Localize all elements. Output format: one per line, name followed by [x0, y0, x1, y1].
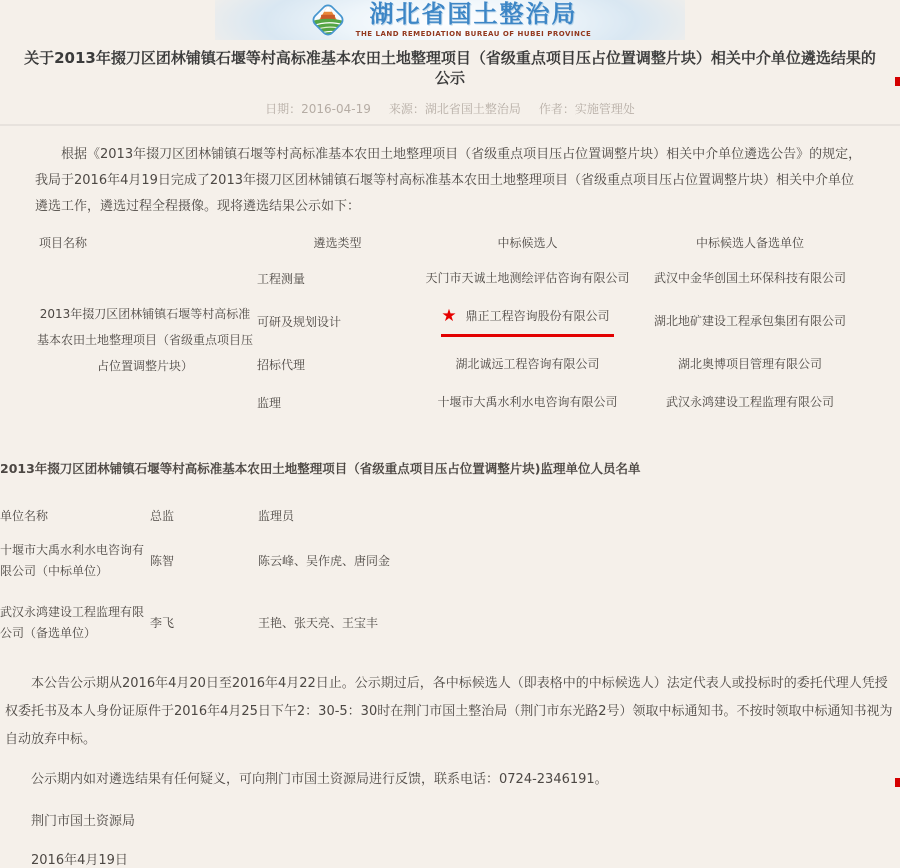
- winner-name: 鼎正工程咨询股份有限公司: [465, 309, 610, 323]
- red-edge-marker-top: [895, 77, 900, 86]
- column-header-supervisors: 监理员: [258, 509, 295, 523]
- winner-cell: 湖北诚远工程咨询有限公司: [455, 357, 600, 371]
- column-header-unit: 单位名称: [0, 509, 49, 523]
- star-icon: ★: [441, 306, 457, 326]
- chief-cell: 陈智: [150, 553, 175, 568]
- meta-date: 日期：2016-04-19: [265, 102, 371, 116]
- type-cell: 招标代理: [257, 357, 306, 372]
- supervisors-cell: 陈云峰、吴作虎、唐同金: [258, 553, 391, 568]
- bureau-logo-icon: [309, 1, 347, 39]
- type-cell: 可研及规划设计: [257, 314, 342, 329]
- winner-cell: 十堰市大禹水利水电咨询有限公司: [437, 395, 618, 409]
- winner-cell: 天门市天诚土地测绘评估咨询有限公司: [425, 271, 630, 285]
- chief-cell: 李飞: [150, 615, 175, 630]
- issue-date: 2016年4月19日: [31, 853, 128, 868]
- meta-source: 来源：湖北省国土整治局: [388, 102, 521, 116]
- meta-author: 作者：实施管理处: [538, 102, 635, 116]
- personnel-header-row: [0, 501, 900, 530]
- table-row: [35, 259, 865, 297]
- unit-cell: 十堰市大禹水利水电咨询有限公司（中标单位）: [0, 543, 145, 578]
- column-header-chief: 总监: [150, 509, 175, 523]
- winner-cell: [420, 297, 635, 345]
- type-cell: 监理: [257, 395, 282, 410]
- column-header-winner: 中标候选人: [497, 236, 558, 250]
- red-edge-marker-bottom: [895, 778, 900, 787]
- article-meta: [0, 100, 900, 117]
- table-row: [0, 530, 900, 592]
- personnel-section: [0, 459, 900, 654]
- logo-text: [356, 2, 592, 37]
- article-title: 关于2013年掇刀区团林铺镇石堰等村高标准基本农田土地整理项目（省级重点项目压占位置调整片块）相关中介单位遴选结果的公示: [24, 49, 876, 87]
- supervisors-cell: 王艳、张天亮、王宝丰: [258, 615, 379, 630]
- intro-paragraph: 根据《2013年掇刀区团林铺镇石堰等村高标准基本农田土地整理项目（省级重点项目压占位置调整片块）相关中介单位遴选公告》的规定，我局于2016年4月19日完成了2013年掇刀区团林铺镇石堰等村高标准基本农田土地整理项目（省级重点项目压占位置调整片块）相关中介单位遴选工作，遴选过程全程摄像。现将遴选结果公示如下：: [35, 147, 862, 214]
- selection-header-row: [35, 226, 865, 259]
- column-header-type: 遴选类型: [313, 236, 362, 250]
- project-name-cell: 2013年掇刀区团林铺镇石堰等村高标准基本农田土地整理项目（省级重点项目压占位置调整片块）: [37, 307, 254, 373]
- backup-cell: 湖北地矿建设工程承包集团有限公司: [653, 314, 846, 328]
- site-header: [0, 0, 900, 40]
- notice-paragraph: 本公告公示期从2016年4月20日至2016年4月22日止。公示期过后，各中标候选人（即表格中的中标候选人）法定代表人或投标时的委托代理人凭授权委托书及本人身份证原件于2016年4月25日下午2：30-5：30时在荆门市国土整治局（荆门市东光路2号）领取中标通知书。不按时领取中标通知书视为自动放弃中标。: [5, 676, 893, 747]
- table-row: [0, 592, 900, 654]
- backup-cell: 武汉中金华创国土环保科技有限公司: [653, 271, 846, 285]
- backup-cell: 武汉永鸿建设工程监理有限公司: [665, 395, 834, 409]
- type-cell: 工程测量: [257, 271, 306, 286]
- feedback-paragraph: 公示期内如对遴选结果有任何疑义，可向荆门市国土资源局进行反馈，联系电话：0724-2346191。: [31, 772, 608, 787]
- personnel-heading: 2013年掇刀区团林铺镇石堰等村高标准基本农田土地整理项目（省级重点项目压占位置调整片块)监理单位人员名单: [0, 461, 641, 476]
- selection-results-table: [35, 226, 865, 421]
- starred-winner: [441, 305, 613, 337]
- column-header-project: 项目名称: [39, 236, 88, 250]
- site-title: 湖北省国土整治局: [369, 0, 578, 29]
- site-logo[interactable]: [215, 0, 685, 40]
- footer-section: [5, 670, 895, 868]
- header-divider: [0, 124, 900, 126]
- issuing-authority: 荆门市国土资源局: [31, 814, 136, 829]
- selection-section: [35, 142, 865, 421]
- unit-cell: 武汉永鸿建设工程监理有限公司（备选单位）: [0, 605, 145, 640]
- personnel-table: [0, 501, 900, 654]
- backup-cell: 湖北奥博项目管理有限公司: [677, 357, 822, 371]
- column-header-backup: 中标候选人备选单位: [695, 236, 804, 250]
- site-subtitle: THE LAND REMEDIATION BUREAU OF HUBEI PROVINCE: [355, 29, 592, 38]
